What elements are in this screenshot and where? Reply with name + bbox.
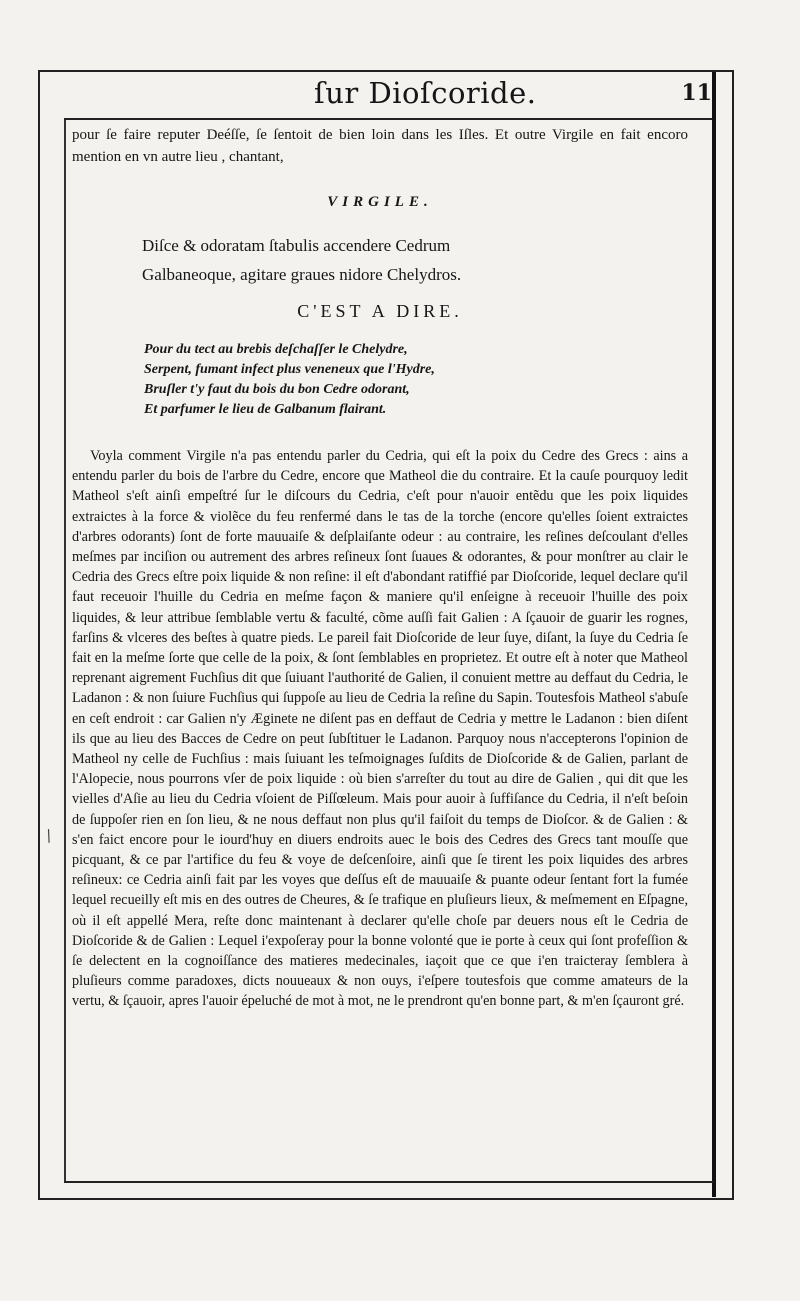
body-paragraph: Voyla comment Virgile n'a pas entendu parler du Cedria, qui eſt la poix du Cedre des Grecs : ains a entendu parler du bois de l'arbre du Cedre, encore que Matheol die du contraire. Et la cauſe pourquoy ledit Matheol s'eſt ainſi empeſtré ſur le diſcours du Cedria, c'eſt pour n'auoir entẽdu que les poix liquides extraictes à la force & violẽce du feu renfermé dans le tas de la torche (encore qu'elles ſoient extraictes d'arbres odorants) ſont de forte mauuaiſe & deſplaiſante odeur : au contraire, les reſines deſcoulant d'elles meſmes par inciſion ou autrement des arbres reſineux ſont ſuaues & odorantes, & pour monſtrer au clair le Cedria des Grecs eſtre poix liquide & non reſine: il eſt d'abondant ratiffié par Dioſcoride, lequel declare qu'il faut receuoir l'huille du Cedria en meſme façon & maniere qu'il enſeigne à receuoir l'huille des poix liquides, & leur attribue ſemblable vertu & faculté, cõme auſſi fait Galien : A ſçauoir de guarir les rognes, farſins & vlceres des beſtes à quatre pieds. Le pareil fait Dioſcoride de leur ſuye, diſant, la ſuye du Cedria ſe fait en la meſme ſorte que celle de la poix, & ſont ſemblables en proprietez. Et outre eſt à noter que Matheol reprenant aigrement Fuchſius dit que ſuiuant l'authorité de Galien, il conuient mettre au deffaut du Cedria, le Ladanon : & non ſuiure Fuchſius qui ſuppoſe au lieu de Cedria la reſine du Sapin. Toutesfois Matheol s'abuſe en ceſt endroit : car Galien n'y Æginete ne diſent pas en deffaut de Cedria y mettre le Ladanon : bien diſent ils que au lieu des Bacces de Cedre on peut ſubſtituer le Ladanon. Parquoy nous n'accepterons l'opinion de Matheol ny celle de Fuchſius : mais ſuiuant les teſmoignages ſuſdits de Dioſcoride & de Galien, parlant de l'Alopecie, nous pourrons vſer de poix liquide : où bien s'arreſter du tout au dire de Galien , qui dit que les vielles d'Aſie au lieu du Cedria vſoient de Piſſœleum. Mais pour auoir à ſuffiſance du Cedria, il n'eſt beſoin de ſuppoſer rien en ſon lieu, & ne nous deffaut non plus qu'il faiſoit du temps de Dioſcor. & de Galien : & s'en faict encore pour le iourd'huy en diuers endroits auec le bois des Cedres des Grecs tant mouſſe que picquant, & ce par l'artifice du feu & voye de deſcenſoire, ainſi que ſe tirent les poix liquides des arbres reſineux: ce Cedria ainſi fait par les voyes que deſſus eſt de mauuaiſe & puante odeur ſentant fort la fumée lequel recueilly eſt mis en des outres de Cheures, & ſe trafique en pluſieurs lieux, & meſmement en Eſpagne, où il eſt appellé Mera, reſte donc maintenant à declarer qu'elle choſe par deuers nous eſt le Cedria de Dioſcoride & de Galien : Lequel i'expoſeray pour la bonne volonté que ie porte à ceux qui ſont profeſſion & ſe delectent en la cognoiſſance des matieres medecinales, iaçoit que ce que i'en traicteray ſemblera à pluſieurs comme paradoxes, dicts nouueaux & non ouys, i'eſpere toutesfois que comme amateurs de la vertu, & ſçauoir, apres l'auoir épeluché de mot à mot, ne le prendront qu'en bonne part, & m'en ſçauront gré. <box>72 448 688 1010</box>
french-verse <box>144 340 688 420</box>
page-content <box>72 124 688 1012</box>
page-number: 11 <box>681 80 712 106</box>
opening-paragraph: pour ſe faire reputer Deéſſe, ſe ſentoit de bien loin dans les Iſles. Et outre Virgile en fait encoro mention en vn autre lieu , chantant, <box>72 127 688 165</box>
french-line: Bruſler t'y faut du bois du bon Cedre odorant, <box>144 382 410 397</box>
bottom-rule <box>64 1181 714 1183</box>
french-line: Et parfumer le lieu de Galbanum flairant. <box>144 402 387 417</box>
latin-line: Diſce & odoratam ſtabulis accendere Cedrum <box>142 236 451 255</box>
margin-stroke-mark: / <box>42 825 55 846</box>
virgil-heading: VIRGILE. <box>327 194 433 210</box>
translation-heading: C'EST A DIRE. <box>297 301 463 321</box>
french-line: Serpent, fumant infect plus veneneux que l'Hydre, <box>144 362 435 377</box>
page-header <box>64 74 712 120</box>
latin-line: Galbaneoque, agitare graues nidore Chelydros. <box>142 265 462 284</box>
latin-verse <box>142 231 688 289</box>
inner-left-rule <box>64 120 66 1183</box>
french-line: Pour du tect au brebis deſchaſſer le Chelydre, <box>144 342 408 357</box>
inner-right-rule <box>712 72 716 1197</box>
running-title: ſur Dioſcoride. <box>314 76 537 110</box>
